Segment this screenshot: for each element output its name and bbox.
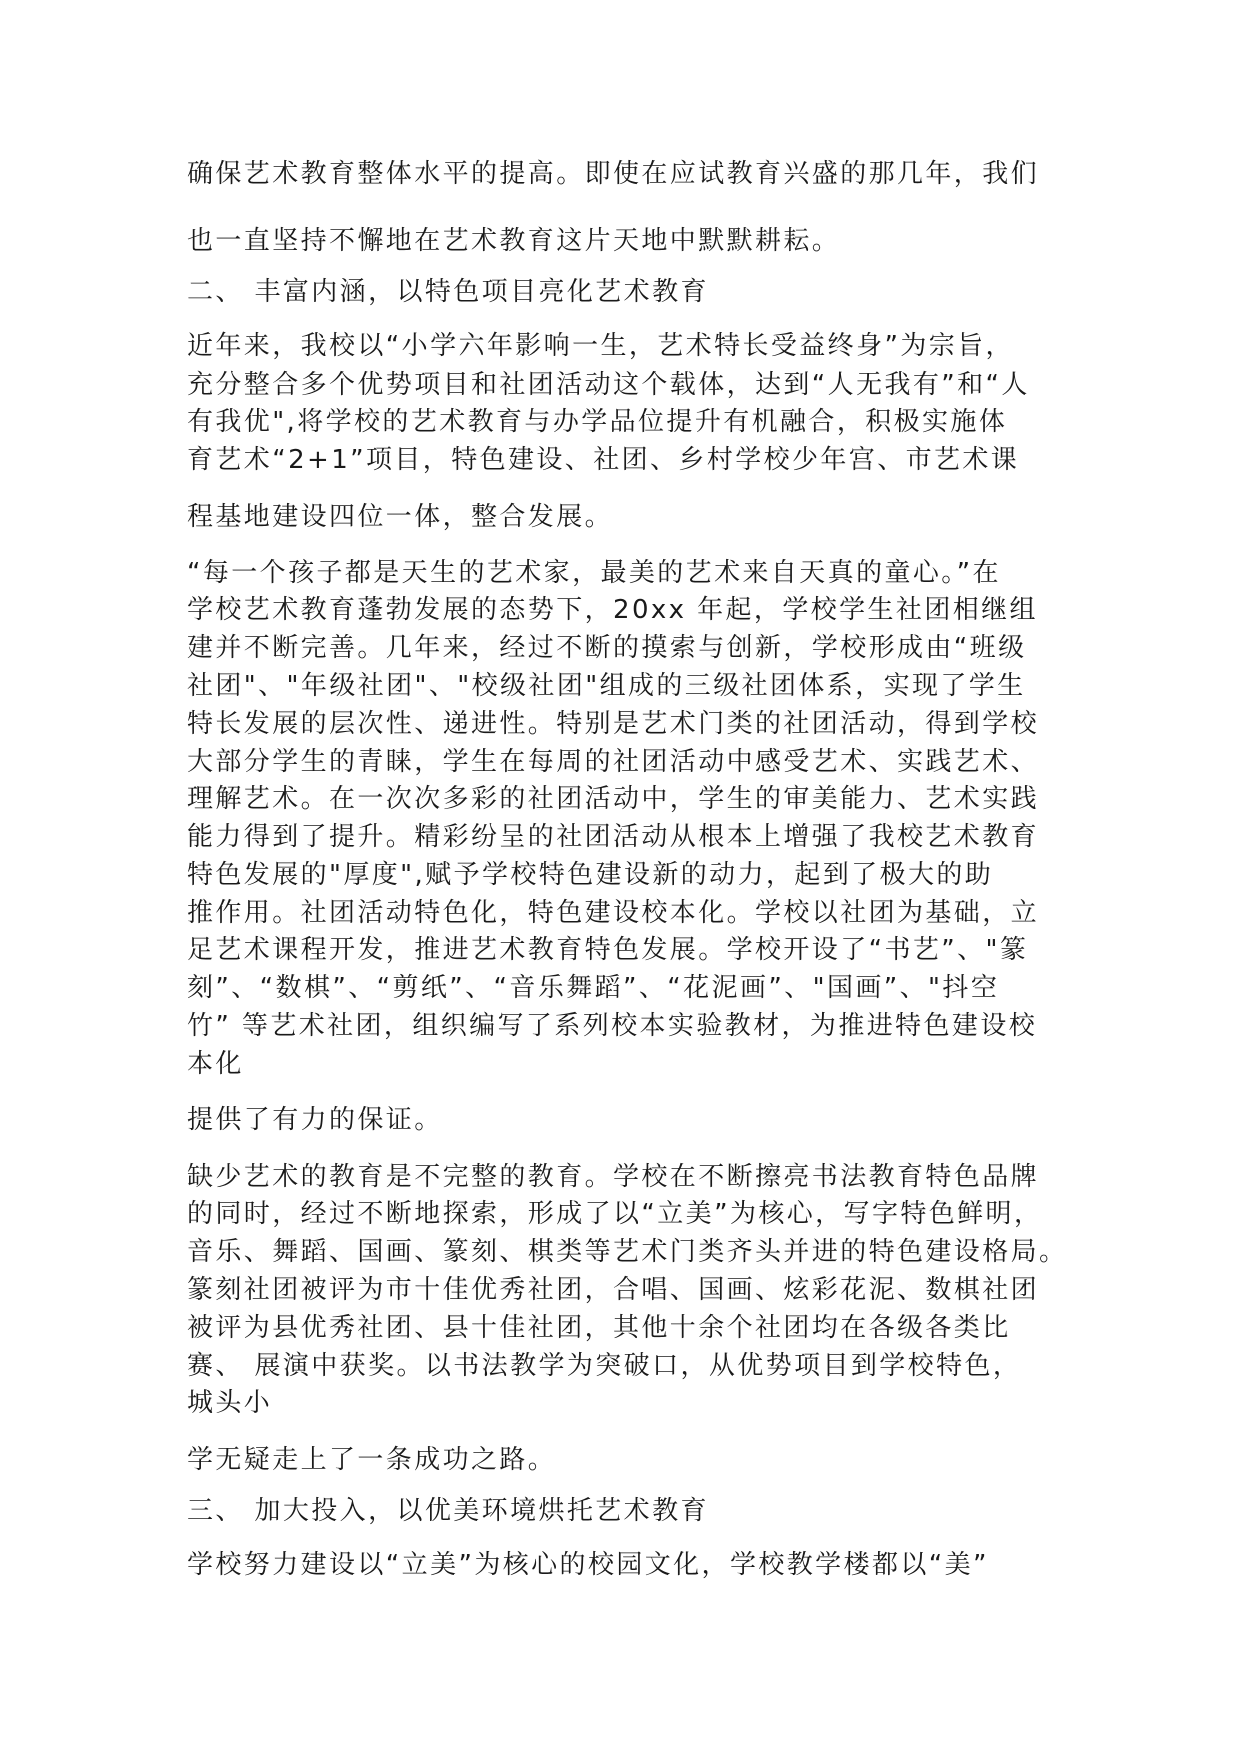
text-line: 竹” 等艺术社团，组织编写了系列校本实验教材，为推进特色建设校 [187,1011,1038,1041]
text-line: 社团"、"年级社团"、"校级社团"组成的三级社团体系，实现了学生 [187,671,1026,701]
text-line: 也一直坚持不懈地在艺术教育这片天地中默默耕耘。 [187,226,841,256]
text-line: 足艺术课程开发，推进艺术教育特色发展。学校开设了“书艺”、"篆 [187,935,1029,965]
text-line: 推作用。社团活动特色化，特色建设校本化。学校以社团为基础，立 [187,898,1040,928]
text-line: 篆刻社团被评为市十佳优秀社团，合唱、国画、炫彩花泥、数棋社团 [187,1275,1040,1305]
text-line: 充分整合多个优势项目和社团活动这个载体，达到“人无我有”和“人 [187,370,1030,400]
text-line: 学校艺术教育蓬勃发展的态势下，20xx 年起，学校学生社团相继组 [187,595,1038,625]
text-line: 赛、 展演中获奖。以书法教学为突破口，从优势项目到学校特色， [187,1351,1022,1381]
section-heading: 二、 丰富内涵，以特色项目亮化艺术教育 [187,277,709,307]
text-line: 确保艺术教育整体水平的提高。即使在应试教育兴盛的那几年，我们 [187,159,1040,189]
text-line: 能力得到了提升。精彩纷呈的社团活动从根本上增强了我校艺术教育 [187,822,1040,852]
text-line: 提供了有力的保证。 [187,1105,443,1135]
text-line: 建并不断完善。几年来，经过不断的摸索与创新，学校形成由“班级 [187,633,1027,663]
text-line: 音乐、舞蹈、国画、篆刻、棋类等艺术门类齐头并进的特色建设格局。 [187,1237,1068,1267]
text-line: 育艺术“2+1”项目，特色建设、社团、乡村学校少年宫、市艺术课 [187,445,1020,475]
text-line: “每一个孩子都是天生的艺术家，最美的艺术来自天真的童心。”在 [187,558,1001,588]
text-line: 学无疑走上了一条成功之路。 [187,1445,557,1475]
text-line: 有我优",将学校的艺术教育与办学品位提升有机融合，积极实施体 [187,407,1008,437]
text-line: 缺少艺术的教育是不完整的教育。学校在不断擦亮书法教育特色品牌 [187,1162,1040,1192]
text-line: 大部分学生的青睐，学生在每周的社团活动中感受艺术、实践艺术、 [187,747,1040,777]
text-line: 被评为县优秀社团、县十佳社团，其他十余个社团均在各级各类比 [187,1313,1011,1343]
text-line: 学校努力建设以“立美”为核心的校园文化，学校教学楼都以“美” [187,1550,989,1580]
text-line: 本化 [187,1049,244,1079]
text-line: 特长发展的层次性、递进性。特别是艺术门类的社团活动，得到学校 [187,709,1040,739]
text-line: 刻”、“数棋”、“剪纸”、“音乐舞蹈”、“花泥画”、"国画”、"抖空 [187,973,1000,1003]
text-line: 城头小 [187,1388,273,1418]
text-line: 特色发展的"厚度",赋予学校特色建设新的动力，起到了极大的助 [187,860,994,890]
text-line: 理解艺术。在一次次多彩的社团活动中，学生的审美能力、艺术实践 [187,784,1040,814]
text-line: 近年来，我校以“小学六年影响一生，艺术特长受益终身”为宗旨， [187,331,1014,361]
text-line: 的同时，经过不断地探索，形成了以“立美”为核心，写字特色鲜明， [187,1199,1043,1229]
section-heading: 三、 加大投入，以优美环境烘托艺术教育 [187,1496,709,1526]
text-line: 程基地建设四位一体，整合发展。 [187,502,614,532]
